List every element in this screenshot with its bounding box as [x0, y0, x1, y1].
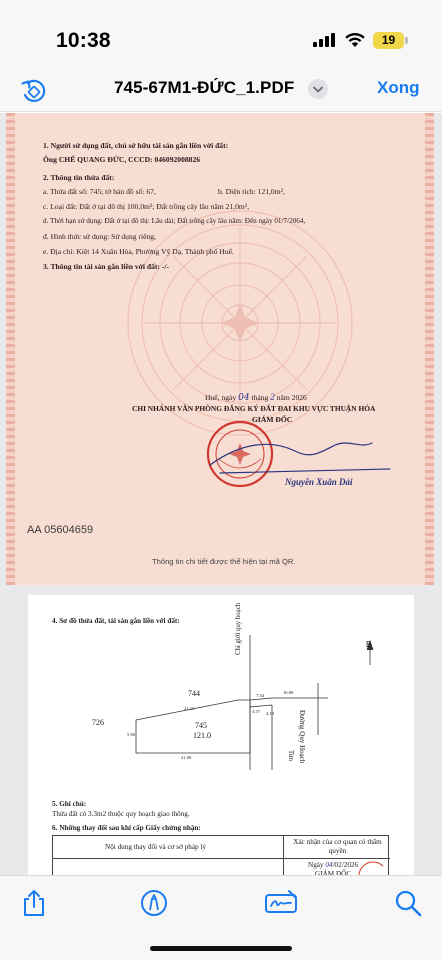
parcel-726-label: 726: [92, 718, 104, 727]
plan-line-text: Chỉ giới quy hoạch: [235, 602, 242, 655]
navigation-bar: [0, 70, 442, 112]
centerline-text: Tim: [287, 750, 294, 762]
address-line: e. Địa chỉ: Kiệt 14 Xuân Hòa, Phường Vỹ Dạ, Thành phố Huế.: [43, 247, 234, 256]
page-separator: [0, 585, 442, 595]
signature-scribble: [200, 433, 400, 479]
date-month: 2: [270, 392, 275, 402]
signature-icon[interactable]: [264, 888, 298, 918]
home-indicator[interactable]: [150, 946, 292, 951]
confirm-date: [308, 861, 358, 869]
markup-pen-icon[interactable]: [139, 888, 169, 918]
chevron-down-icon[interactable]: [308, 79, 328, 99]
certificate-body: [15, 113, 425, 585]
section-6-heading: 6. Những thay đổi sau khi cấp Giấy chứng nhận:: [52, 824, 201, 832]
parcel-744-label: 744: [188, 689, 200, 698]
confirm-date-rest: /02/2026: [332, 861, 359, 869]
confirm-signer-title: GIÁM ĐỐC: [315, 870, 352, 875]
pdf-viewer[interactable]: [0, 113, 442, 875]
confirm-seal-fragment: [353, 858, 383, 875]
owner-line: Ông CHẾ QUANG ĐỨC, CCCD: 046092008826: [43, 155, 201, 164]
date-year: năm 2026: [276, 393, 307, 402]
parcel-745-label: 745: [195, 721, 207, 730]
date-prefix: Huế, ngày: [205, 393, 237, 402]
centerline-label: [287, 750, 294, 761]
table-header-divider: [53, 858, 390, 859]
decorative-border-left: [6, 113, 15, 585]
usage-form-line: đ. Hình thức sử dụng: Sử dụng riêng,: [43, 232, 156, 241]
north-arrow-label: B: [366, 640, 372, 649]
dimension-5-80: 5.80: [127, 732, 136, 737]
section-5-heading: 5. Ghi chú:: [52, 800, 87, 808]
changes-table: [52, 835, 389, 875]
share-icon[interactable]: [19, 888, 49, 918]
land-type-line: c. Loại đất: Đất ở tại đô thị 100,0m²; Đất trồng cây lâu năm 21,0m²,: [43, 202, 249, 211]
battery-indicator: 19: [373, 32, 404, 49]
signer-name: Nguyễn Xuân Dải: [285, 477, 353, 487]
issue-date: [205, 392, 307, 403]
dimension-3-57: 3.57: [252, 709, 261, 714]
section-4-heading: 4. Sơ đồ thửa đất, tài sản gắn liền với đất:: [52, 617, 180, 625]
date-day: 04: [238, 393, 250, 403]
road-label: [298, 710, 306, 763]
status-bar: [0, 0, 442, 70]
issuing-office: CHI NHÁNH VĂN PHÒNG ĐĂNG KÝ ĐẤT ĐAI KHU VỰC THUẬN HÓA: [132, 404, 376, 413]
search-icon[interactable]: [393, 888, 423, 918]
battery-tip: [405, 37, 408, 44]
qr-note: Thông tin chi tiết được thể hiện tại mã QR.: [152, 557, 296, 566]
signer-title: GIÁM ĐỐC: [252, 415, 293, 424]
decorative-border-right: [425, 113, 434, 585]
dimension-16: 16.00: [283, 690, 294, 695]
dimension-7-54: 7.54: [256, 693, 265, 698]
dimension-4-19: 4.19: [266, 711, 275, 716]
term-line: d. Thời hạn sử dụng: Đất ở tại đô thị: Lâu dài; Đất trồng cây lâu năm: Đến ngày 01/7/2064,: [43, 217, 306, 225]
confirm-date-day: 04: [325, 861, 333, 869]
table-column-divider: [283, 836, 284, 875]
parcel-line: a. Thửa đất số: 745; tờ bản đồ số: 67,: [43, 187, 156, 196]
parcel-area-label: 121.0: [193, 731, 211, 740]
done-button[interactable]: Xong: [377, 78, 420, 97]
road-label-text: Đường Quy Hoạch: [298, 710, 306, 764]
certificate-page-1: [6, 113, 434, 585]
area-line: b. Diện tích: 121,0m²,: [218, 187, 285, 196]
document-title[interactable]: 745-67M1-ĐỨC_1.PDF: [114, 78, 295, 97]
table-header-content: Nội dung thay đổi và cơ sở pháp lý: [105, 843, 207, 851]
section-3-heading: 3. Thông tin tài sản gắn liền với đất: -/-: [43, 262, 170, 271]
dimension-21-13: 21.13: [184, 706, 195, 711]
dimension-21-00: 21.00: [181, 755, 192, 760]
parcel-map-diagram: [28, 595, 414, 795]
table-header-confirm: Xác nhận của cơ quan có thẩm quyền: [293, 838, 382, 855]
cellular-signal-icon: [313, 33, 337, 47]
rotate-icon[interactable]: [19, 76, 49, 106]
confirm-date-prefix: Ngày: [308, 861, 324, 869]
section-1-heading: 1. Người sử dụng đất, chủ sở hữu tài sản gắn liền với đất:: [43, 141, 229, 150]
date-month-prefix: tháng: [251, 393, 269, 402]
section-2-heading: 2. Thông tin thửa đất:: [43, 173, 115, 182]
certificate-page-2: [28, 595, 414, 875]
note-line: Thửa đất có 3.3m2 thuộc quy hoạch giao thông.: [52, 810, 190, 818]
status-time: 10:38: [56, 29, 111, 52]
serial-number: AA 05604659: [27, 524, 94, 536]
plan-line-label: [235, 603, 242, 655]
wifi-icon: [344, 31, 366, 48]
